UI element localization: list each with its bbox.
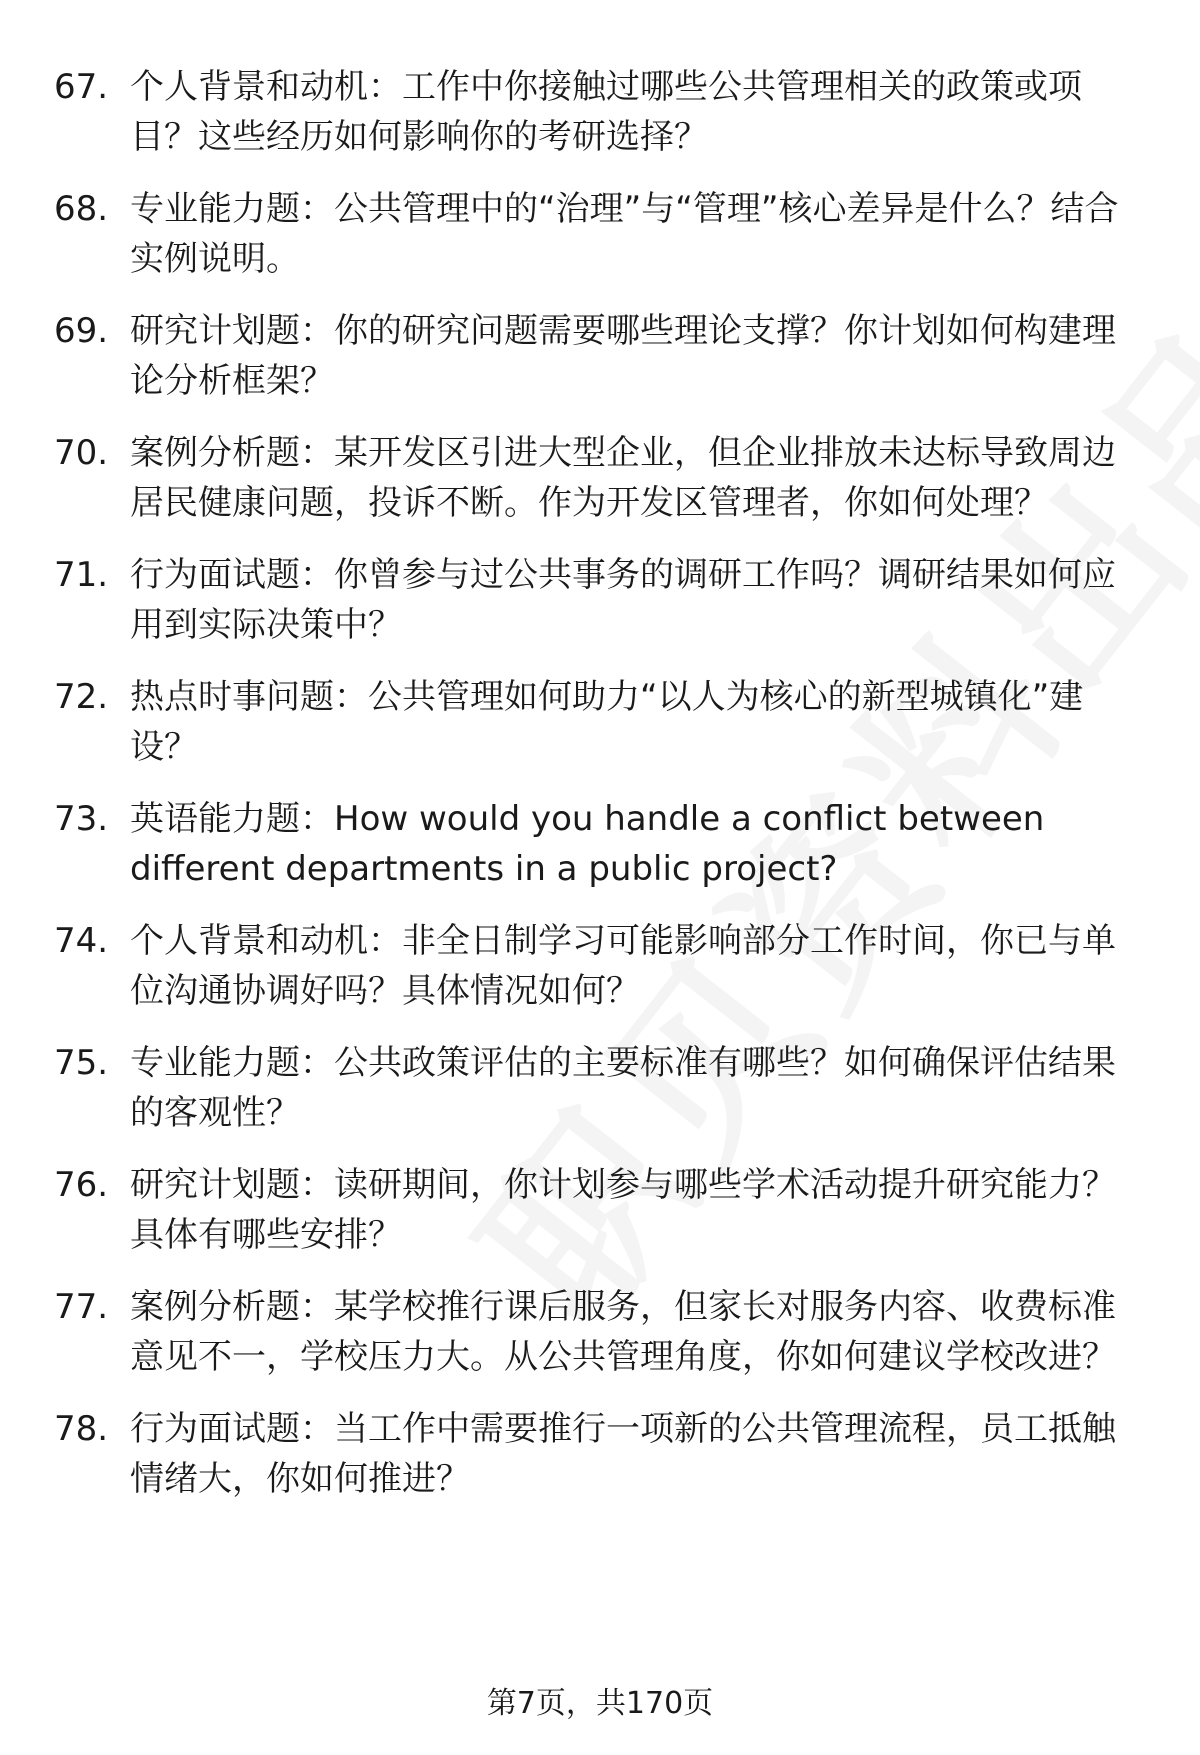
question-number: 67. xyxy=(54,67,109,107)
question-text: 案例分析题：某开发区引进大型企业，但企业排放未达标导致周边居民健康问题，投诉不断。作为开发区管理者，你如何处理？ xyxy=(130,433,1116,523)
question-item xyxy=(0,1038,1200,1138)
question-list xyxy=(0,62,1200,1504)
question-item xyxy=(0,1282,1200,1382)
question-number: 74. xyxy=(54,921,109,961)
question-text: 案例分析题：某学校推行课后服务，但家长对服务内容、收费标准意见不一，学校压力大。从公共管理角度，你如何建议学校改进？ xyxy=(130,1287,1116,1377)
question-text: 行为面试题：当工作中需要推行一项新的公共管理流程，员工抵触情绪大，你如何推进？ xyxy=(130,1409,1116,1499)
question-text: 研究计划题：读研期间，你计划参与哪些学术活动提升研究能力？具体有哪些安排？ xyxy=(130,1165,1116,1255)
question-number: 70. xyxy=(54,433,109,473)
page-number-footer: 第7页，共170页 xyxy=(486,1686,714,1721)
question-item xyxy=(0,672,1200,772)
question-item xyxy=(0,916,1200,1016)
question-item xyxy=(0,184,1200,284)
question-number: 76. xyxy=(54,1165,109,1205)
question-number: 71. xyxy=(54,555,109,595)
question-item xyxy=(0,62,1200,162)
question-text: 专业能力题：公共管理中的“治理”与“管理”核心差异是什么？结合实例说明。 xyxy=(130,189,1119,279)
question-item xyxy=(0,306,1200,406)
question-number: 72. xyxy=(54,677,109,717)
question-item xyxy=(0,794,1200,894)
question-number: 75. xyxy=(54,1043,109,1083)
question-number: 77. xyxy=(54,1287,109,1327)
question-number: 69. xyxy=(54,311,109,351)
question-number: 73. xyxy=(54,799,109,839)
question-text: 专业能力题：公共政策评估的主要标准有哪些？如何确保评估结果的客观性？ xyxy=(130,1043,1116,1133)
question-text: 热点时事问题：公共管理如何助力“以人为核心的新型城镇化”建设？ xyxy=(130,677,1084,767)
question-text: 英语能力题：How would you handle a conflict between different departments in a public project? xyxy=(130,799,1045,889)
question-text: 研究计划题：你的研究问题需要哪些理论支撑？你计划如何构建理论分析框架？ xyxy=(130,311,1116,401)
question-item xyxy=(0,550,1200,650)
question-item xyxy=(0,1404,1200,1504)
question-item xyxy=(0,428,1200,528)
question-text: 个人背景和动机：工作中你接触过哪些公共管理相关的政策或项目？这些经历如何影响你的考研选择？ xyxy=(130,67,1082,157)
question-number: 78. xyxy=(54,1409,109,1449)
question-text: 个人背景和动机：非全日制学习可能影响部分工作时间，你已与单位沟通协调好吗？具体情况如何？ xyxy=(130,921,1116,1011)
question-item xyxy=(0,1160,1200,1260)
question-number: 68. xyxy=(54,189,109,229)
question-text: 行为面试题：你曾参与过公共事务的调研工作吗？调研结果如何应用到实际决策中？ xyxy=(130,555,1116,645)
